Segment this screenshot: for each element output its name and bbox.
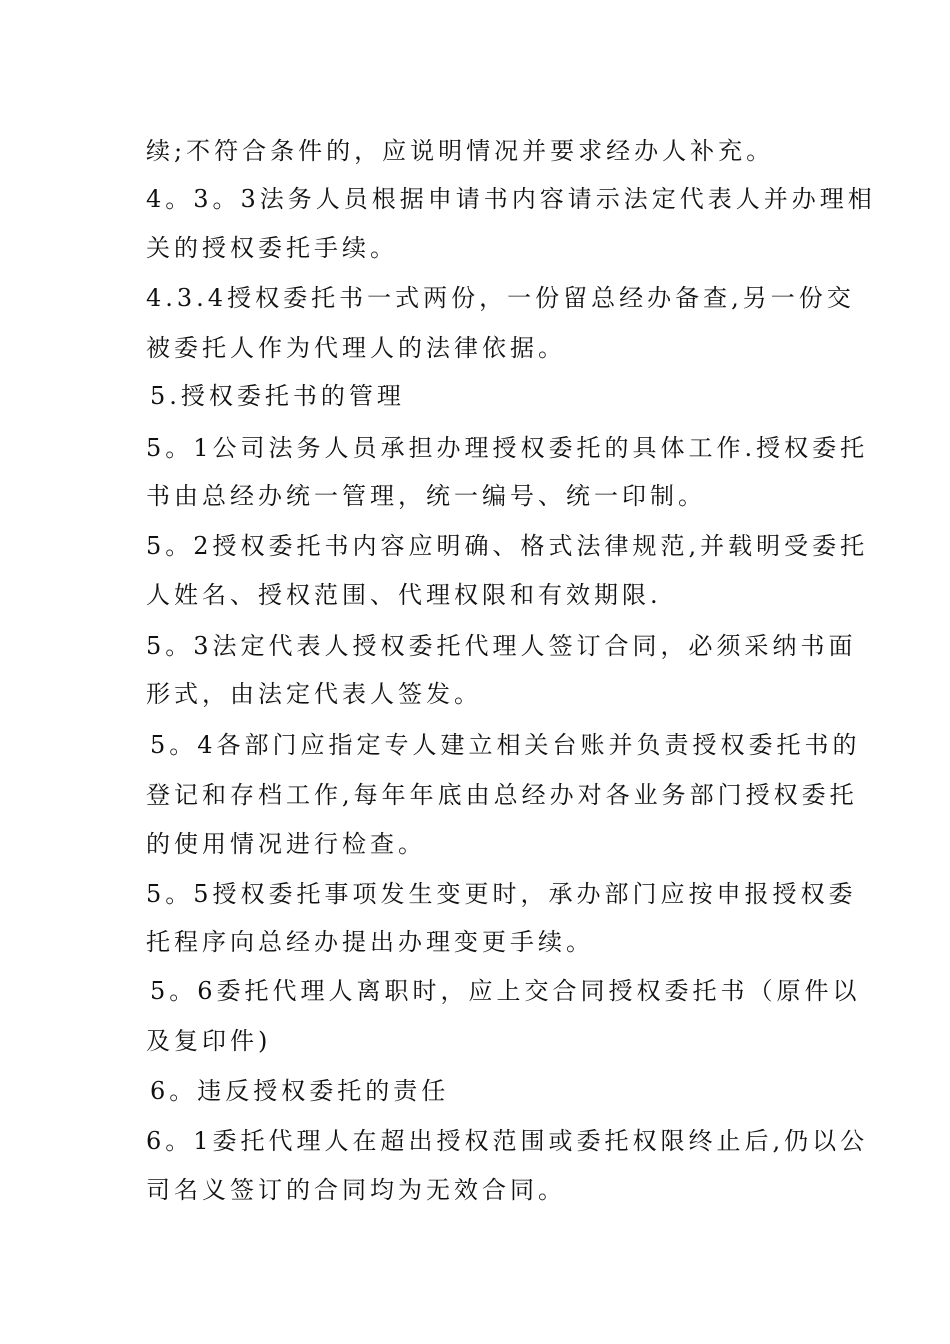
text-line-17: 托程序向总经办提出办理变更手续。 bbox=[146, 928, 594, 956]
text-line-21: 6。1委托代理人在超出授权范围或委托权限终止后,仍以公 bbox=[146, 1127, 869, 1155]
section-heading-6: 6。违反授权委托的责任 bbox=[150, 1077, 450, 1105]
text-line-2: 4。3。3法务人员根据申请书内容请示法定代表人并办理相 bbox=[146, 185, 876, 213]
text-line-19: 及复印件) bbox=[146, 1027, 272, 1055]
text-line-7: 5。1公司法务人员承担办理授权委托的具体工作.授权委托 bbox=[146, 434, 869, 462]
text-line-14: 登记和存档工作,每年年底由总经办对各业务部门授权委托 bbox=[146, 781, 858, 809]
text-line-10: 人姓名、授权范围、代理权限和有效期限. bbox=[146, 581, 662, 609]
text-line-3: 关的授权委托手续。 bbox=[146, 234, 398, 262]
text-line-4: 4.3.4授权委托书一式两份，一份留总经办备查,另一份交 bbox=[146, 284, 855, 312]
text-line-16: 5。5授权委托事项发生变更时，承办部门应按申报授权委 bbox=[146, 880, 857, 908]
text-line-5: 被委托人作为代理人的法律依据。 bbox=[146, 334, 566, 362]
text-line-11: 5。3法定代表人授权委托代理人签订合同，必须采纳书面 bbox=[146, 632, 857, 660]
text-line-9: 5。2授权委托书内容应明确、格式法律规范,并载明受委托 bbox=[146, 532, 869, 560]
section-heading-5: 5.授权委托书的管理 bbox=[150, 382, 405, 410]
text-line-13: 5。4各部门应指定专人建立相关台账并负责授权委托书的 bbox=[150, 731, 861, 759]
text-line-15: 的使用情况进行检查。 bbox=[146, 830, 426, 858]
text-line-1: 续;不符合条件的，应说明情况并要求经办人补充。 bbox=[146, 137, 775, 165]
text-line-22: 司名义签订的合同均为无效合同。 bbox=[146, 1176, 566, 1204]
text-line-8: 书由总经办统一管理，统一编号、统一印制。 bbox=[146, 482, 706, 510]
text-line-18: 5。6委托代理人离职时，应上交合同授权委托书（原件以 bbox=[150, 977, 861, 1005]
text-line-12: 形式，由法定代表人签发。 bbox=[146, 680, 482, 708]
